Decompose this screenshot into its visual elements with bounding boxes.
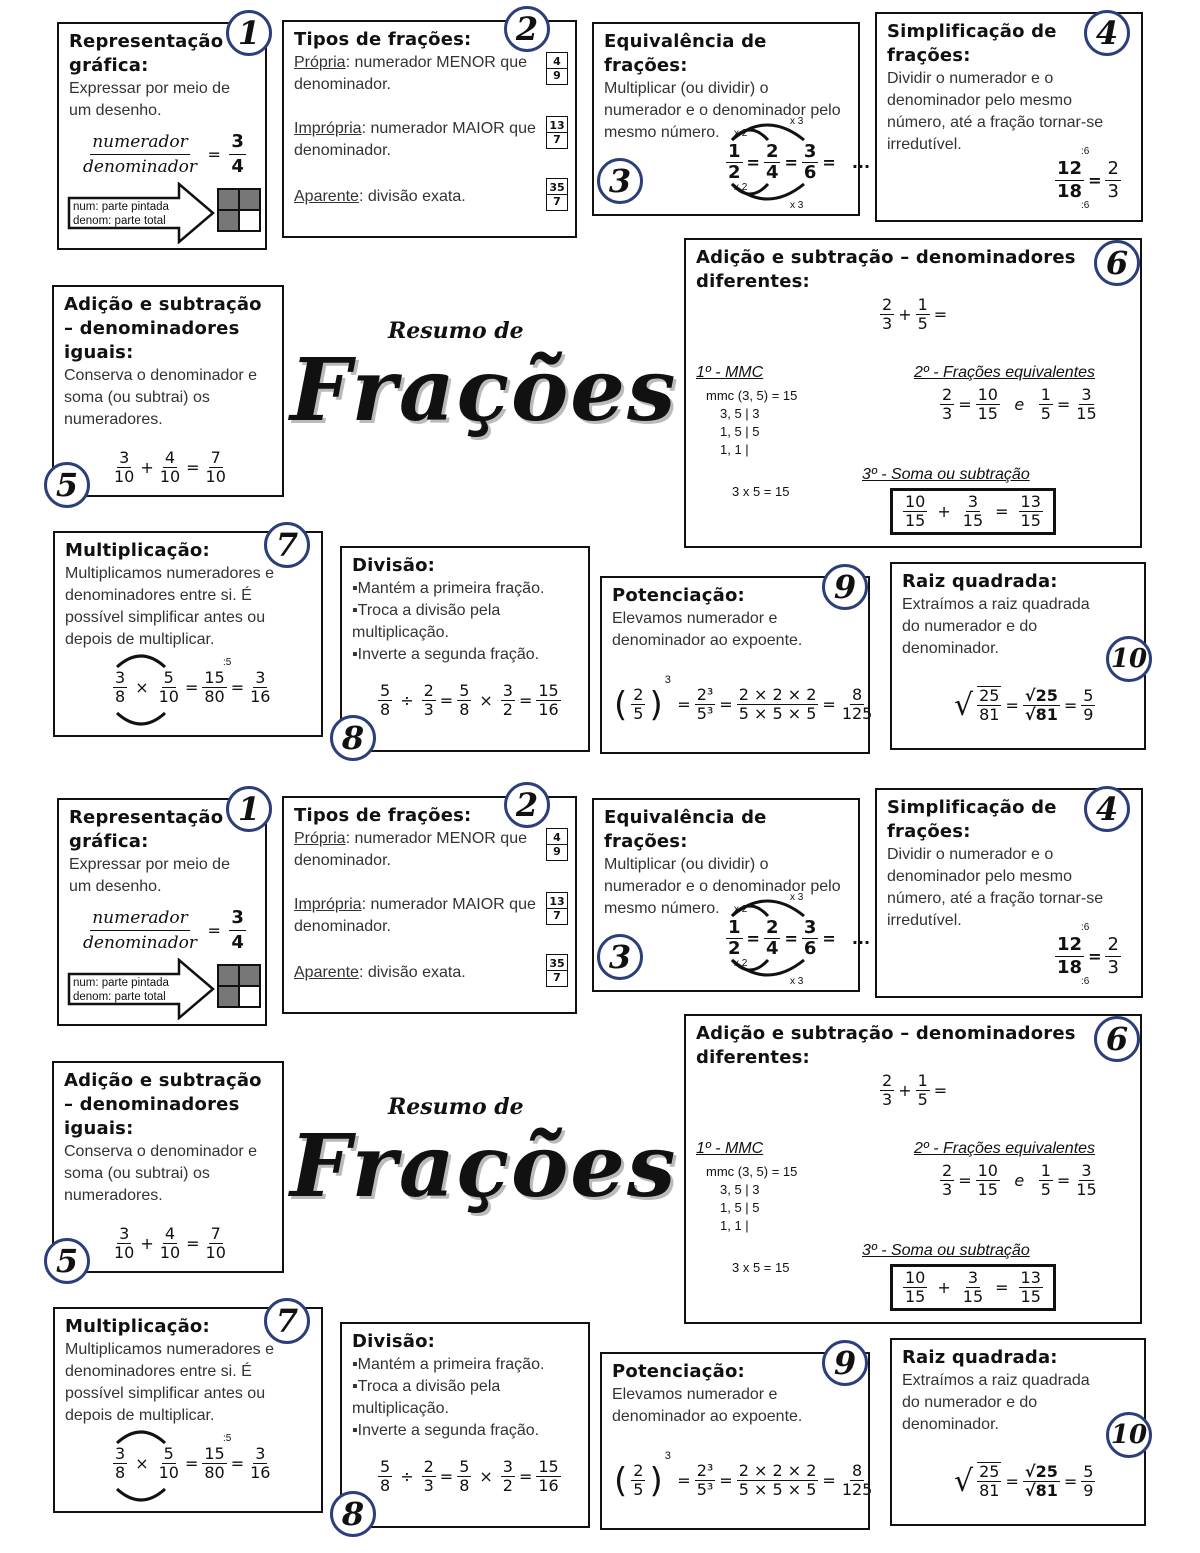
formula — [79, 906, 248, 955]
box-adicao-diferentes — [684, 1014, 1142, 1324]
example-fraction: 35 7 — [546, 954, 568, 987]
propria-text — [294, 828, 534, 872]
box-title: Simplificação de frações: — [887, 21, 1057, 66]
frac-num: 3 — [229, 130, 246, 155]
formula: $\frac{12}{18}$ = $\frac{2}{3}$ — [1057, 934, 1119, 978]
box-text: Elevamos numerador e denominador ao expoente. — [612, 610, 803, 649]
example-fraction: 4 9 — [546, 52, 568, 85]
formula: ( $\frac{2}{5}$ )$^3$ = $\frac{\text{2³}}{\text{5³}}$ = $\frac{2 \times 2 \times 2}{5 \times 5 \times 5}$ = $\frac{8}{125}$ — [614, 1450, 873, 1501]
box-text: Extraímos a raiz quadrada do numerador e do denominador. — [902, 596, 1090, 657]
aparente-text — [294, 186, 565, 208]
box-title: Tipos de frações: — [294, 29, 472, 50]
box-text: Dividir o numerador e o denominador pelo mesmo número, até a fração tornar-se irredutível. — [887, 846, 1104, 929]
impropria-label: Imprópria — [294, 896, 362, 913]
box-title: Divisão: — [352, 555, 436, 576]
box-title: Adição e subtração – denominadores iguais: — [64, 1070, 262, 1139]
mmc-text: mmc (3, 5) = 15 — [706, 1164, 798, 1179]
box-title: Equivalência de frações: — [604, 807, 767, 852]
brand-title: Frações — [290, 340, 678, 441]
badge-10: 10 — [1106, 636, 1152, 682]
impropria-desc: : numerador MAIOR que denominador. — [294, 896, 536, 935]
x3-label: x 3 — [790, 200, 804, 211]
example-fraction: 35 7 — [546, 178, 568, 211]
badge-7: 7 — [264, 1298, 310, 1344]
box-title: Adição e subtração – denominadores iguais: — [64, 294, 262, 363]
formula: $\frac{2}{3}$ + $\frac{1}{5}$ = — [882, 295, 948, 333]
step1-label: 1º - MMC — [696, 1140, 764, 1157]
badge-6: 6 — [1094, 240, 1140, 286]
x3-label: x 3 — [790, 116, 804, 127]
formula: $\frac{2}{3}$ = $\frac{10}{15}$ e $\frac{1}{5}$ = $\frac{3}{15}$ — [942, 385, 1097, 423]
frac-num: numerador — [90, 906, 190, 931]
list-item: ▪Mantém a primeira fração. — [352, 580, 545, 597]
formula: $\frac{1}{2}$ = $\frac{2}{4}$ = $\frac{3}{6}$ = ... — [728, 141, 871, 183]
formula: $\frac{3}{8}$ × $\frac{5}{10}$ = $\frac{15}{80}$ = $\frac{3}{16}$ — [115, 1444, 271, 1482]
badge-9: 9 — [822, 1340, 868, 1386]
x2-label: x 2 — [734, 182, 748, 193]
aparente-desc: : divisão exata. — [358, 964, 466, 981]
divide-label: :6 — [1081, 200, 1090, 211]
propria-label: Própria — [294, 830, 346, 847]
list-item: ▪Troca a divisão pela multiplicação. — [352, 602, 501, 641]
divide-label: :6 — [1081, 146, 1090, 157]
box-title: Divisão: — [352, 1331, 436, 1352]
box-tipos — [282, 796, 577, 1014]
badge-3: 3 — [597, 158, 643, 204]
x2-label: x 2 — [734, 128, 748, 139]
impropria-label: Imprópria — [294, 120, 362, 137]
box-title: Potenciação: — [612, 1361, 745, 1382]
box-text: Extraímos a raiz quadrada do numerador e do denominador. — [902, 1372, 1090, 1433]
propria-desc: : numerador MENOR que denominador. — [294, 54, 527, 93]
x3-label: x 3 — [790, 892, 804, 903]
box-text: Multiplicamos numeradores e denominadores entre si. É possível simplificar antes ou depois de multiplicar. — [65, 1341, 274, 1424]
aparente-desc: : divisão exata. — [358, 188, 466, 205]
frac-den: 4 — [231, 156, 244, 177]
badge-4: 4 — [1084, 786, 1130, 832]
x2-label: x 2 — [734, 904, 748, 915]
formula: √ $\frac{25}{81}$ = $\frac{√25}{√81}$ = $\frac{5}{9}$ — [954, 1461, 1094, 1500]
box-text: Multiplicar (ou dividir) o numerador e o denominador pelo mesmo número. — [604, 80, 841, 141]
brand-title: Frações — [290, 1116, 678, 1217]
box-text: Dividir o numerador e o denominador pelo mesmo número, até a fração tornar-se irredutível. — [887, 70, 1104, 153]
divide-label: :5 — [223, 657, 232, 668]
badge-10: 10 — [1106, 1412, 1152, 1458]
x2-label: x 2 — [734, 958, 748, 969]
badge-5: 5 — [44, 1238, 90, 1284]
example-fraction: 4 9 — [546, 828, 568, 861]
badge-7: 7 — [264, 522, 310, 568]
box-title: Potenciação: — [612, 585, 745, 606]
example-fraction: 13 7 — [546, 116, 568, 149]
formula: $\frac{1}{2}$ = $\frac{2}{4}$ = $\frac{3}{6}$ = ... — [728, 917, 871, 959]
formula: $\frac{12}{18}$ = $\frac{2}{3}$ — [1057, 158, 1119, 202]
badge-4: 4 — [1084, 10, 1130, 56]
box-title: Raiz quadrada: — [902, 571, 1058, 592]
mmc-row: 1, 1 | — [720, 1218, 749, 1233]
step3-label: 3º - Soma ou subtração — [862, 1242, 1030, 1259]
mmc-row: 1, 5 | 5 — [720, 1200, 760, 1215]
mmc-row: 1, 1 | — [720, 442, 749, 457]
mmc-row: 3, 5 | 3 — [720, 406, 760, 421]
result-box: $\frac{10}{15}$ + $\frac{3}{15}$ = $\frac{13}{15}$ — [890, 488, 1056, 535]
frac-den: denominador — [83, 157, 198, 177]
list-item: ▪Mantém a primeira fração. — [352, 1356, 545, 1373]
formula: √ $\frac{25}{81}$ = $\frac{√25}{√81}$ = $\frac{5}{9}$ — [954, 685, 1094, 724]
box-title: Representação gráfica: — [69, 807, 224, 852]
box-title: Multiplicação: — [65, 540, 210, 561]
badge-8: 8 — [330, 715, 376, 761]
brand-subtitle: Resumo de — [388, 1094, 524, 1120]
badge-6: 6 — [1094, 1016, 1140, 1062]
eq-sign: = — [207, 145, 221, 164]
box-tipos — [282, 20, 577, 238]
impropria-desc: : numerador MAIOR que denominador. — [294, 120, 536, 159]
arrow-label-2: denom: parte total — [73, 991, 166, 1003]
impropria-text — [294, 894, 544, 938]
frac-den: 4 — [231, 932, 244, 953]
box-title: Tipos de frações: — [294, 805, 472, 826]
box-divisao — [340, 1322, 590, 1528]
grid-square-icon — [217, 188, 261, 232]
aparente-label: Aparente — [294, 188, 359, 205]
impropria-text — [294, 118, 544, 162]
formula: $\frac{3}{10}$ + $\frac{4}{10}$ = $\frac{7}{10}$ — [114, 1224, 226, 1262]
badge-1: 1 — [226, 786, 272, 832]
propria-label: Própria — [294, 54, 346, 71]
mmc-row: 3, 5 | 3 — [720, 1182, 760, 1197]
box-text: Expressar por meio de um desenho. — [69, 856, 230, 895]
result-box: $\frac{10}{15}$ + $\frac{3}{15}$ = $\frac{13}{15}$ — [890, 1264, 1056, 1311]
x3-label: x 3 — [790, 976, 804, 987]
frac-num: numerador — [90, 130, 190, 155]
box-title: Equivalência de frações: — [604, 31, 767, 76]
propria-text — [294, 52, 534, 96]
box-representacao — [57, 798, 267, 1026]
list-item: ▪Troca a divisão pela multiplicação. — [352, 1378, 501, 1417]
box-text: Multiplicar (ou dividir) o numerador e o denominador pelo mesmo número. — [604, 856, 841, 917]
box-title: Representação gráfica: — [69, 31, 224, 76]
arrow-label-2: denom: parte total — [73, 215, 166, 227]
divide-label: :5 — [223, 1433, 232, 1444]
eq-sign: = — [207, 921, 221, 940]
badge-3: 3 — [597, 934, 643, 980]
formula — [79, 130, 248, 179]
box-representacao — [57, 22, 267, 250]
formula: $\frac{2}{3}$ + $\frac{1}{5}$ = — [882, 1071, 948, 1109]
half-top — [0, 0, 1200, 776]
step1-label: 1º - MMC — [696, 364, 764, 381]
frac-num: 3 — [229, 906, 246, 931]
mmc-text: mmc (3, 5) = 15 — [706, 388, 798, 403]
list-item: ▪Inverte a segunda fração. — [352, 646, 540, 663]
badge-2: 2 — [504, 6, 550, 52]
badge-9: 9 — [822, 564, 868, 610]
step2-label: 2º - Frações equivalentes — [914, 1140, 1096, 1157]
formula: $\frac{2}{3}$ = $\frac{10}{15}$ e $\frac{1}{5}$ = $\frac{3}{15}$ — [942, 1161, 1097, 1199]
box-adicao-diferentes — [684, 238, 1142, 548]
box-divisao — [340, 546, 590, 752]
step2-label: 2º - Frações equivalentes — [914, 364, 1096, 381]
badge-1: 1 — [226, 10, 272, 56]
frac-den: denominador — [83, 933, 198, 953]
propria-desc: : numerador MENOR que denominador. — [294, 830, 527, 869]
formula: $\frac{3}{10}$ + $\frac{4}{10}$ = $\frac{7}{10}$ — [114, 448, 226, 486]
box-text: Conserva o denominador e soma (ou subtrai) os numeradores. — [64, 1143, 258, 1204]
aparente-text — [294, 962, 565, 984]
formula: $\frac{5}{8}$ ÷ $\frac{2}{3}$ = $\frac{5}{8}$ × $\frac{3}{2}$ = $\frac{15}{16}$ — [380, 1457, 559, 1495]
half-bottom — [0, 776, 1200, 1552]
box-title: Adição e subtração – denominadores diferentes: — [696, 1023, 1076, 1068]
grid-square-icon — [217, 964, 261, 1008]
formula: $\frac{5}{8}$ ÷ $\frac{2}{3}$ = $\frac{5}{8}$ × $\frac{3}{2}$ = $\frac{15}{16}$ — [380, 681, 559, 719]
mmc-row: 1, 5 | 5 — [720, 424, 760, 439]
brand-subtitle: Resumo de — [388, 318, 524, 344]
box-title: Raiz quadrada: — [902, 1347, 1058, 1368]
formula: ( $\frac{2}{5}$ )$^3$ = $\frac{\text{2³}}{\text{5³}}$ = $\frac{2 \times 2 \times 2}{5 \times 5 \times 5}$ = $\frac{8}{125}$ — [614, 674, 873, 725]
aparente-label: Aparente — [294, 964, 359, 981]
box-adicao-iguais — [52, 1061, 284, 1273]
example-fraction: 13 7 — [546, 892, 568, 925]
box-adicao-iguais — [52, 285, 284, 497]
divide-label: :6 — [1081, 976, 1090, 987]
arrow-label-1: num: parte pintada — [73, 201, 169, 213]
formula: $\frac{3}{8}$ × $\frac{5}{10}$ = $\frac{15}{80}$ = $\frac{3}{16}$ — [115, 668, 271, 706]
list-item: ▪Inverte a segunda fração. — [352, 1422, 540, 1439]
box-text: Multiplicamos numeradores e denominadores entre si. É possível simplificar antes ou depois de multiplicar. — [65, 565, 274, 648]
arrow-label-1: num: parte pintada — [73, 977, 169, 989]
box-text: Elevamos numerador e denominador ao expoente. — [612, 1386, 803, 1425]
badge-2: 2 — [504, 782, 550, 828]
box-text: Expressar por meio de um desenho. — [69, 80, 230, 119]
divide-label: :6 — [1081, 922, 1090, 933]
box-title: Adição e subtração – denominadores diferentes: — [696, 247, 1076, 292]
badge-5: 5 — [44, 462, 90, 508]
box-title: Multiplicação: — [65, 1316, 210, 1337]
box-text: Conserva o denominador e soma (ou subtrai) os numeradores. — [64, 367, 258, 428]
product-text: 3 x 5 = 15 — [732, 484, 790, 499]
badge-8: 8 — [330, 1491, 376, 1537]
box-title: Simplificação de frações: — [887, 797, 1057, 842]
step3-label: 3º - Soma ou subtração — [862, 466, 1030, 483]
product-text: 3 x 5 = 15 — [732, 1260, 790, 1275]
